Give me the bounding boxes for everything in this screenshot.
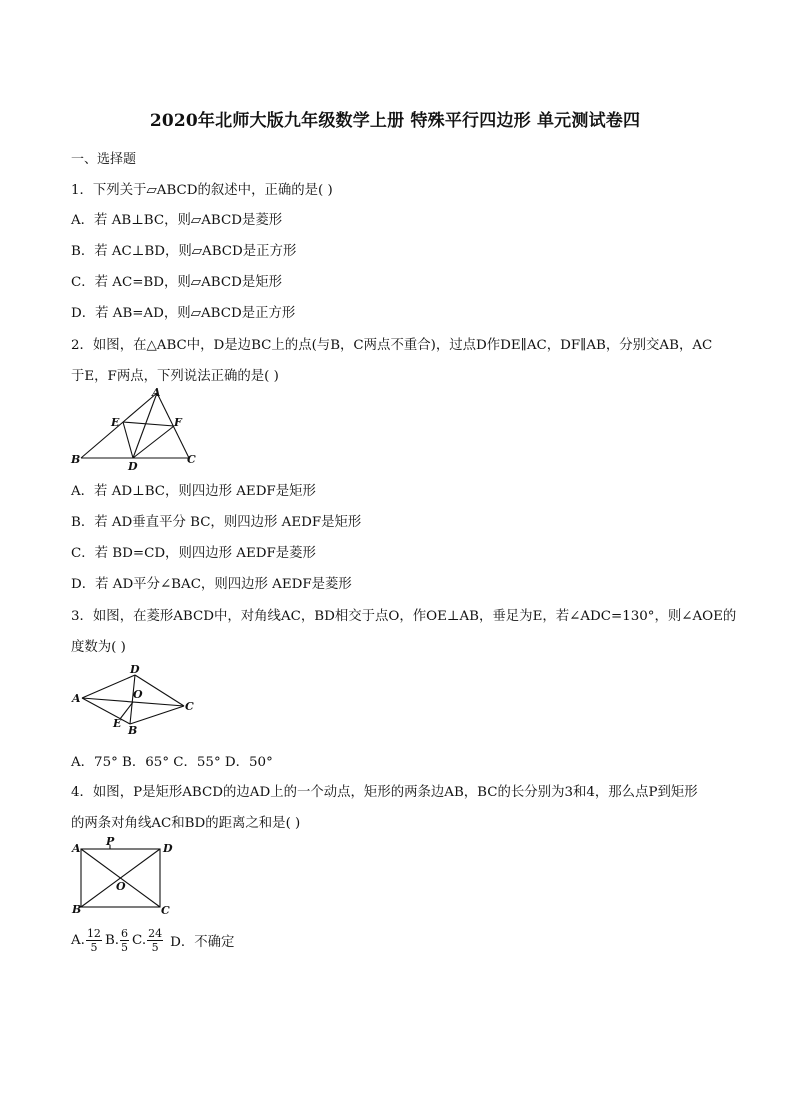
q4-option-d: D．不确定	[170, 934, 235, 950]
q4-option-a-label: A.	[71, 932, 85, 948]
q4-label-o: O	[116, 880, 126, 893]
q2-label-b: B	[71, 453, 81, 466]
q4-option-c-fraction	[147, 927, 163, 954]
q4-option-c-label: C.	[132, 932, 147, 948]
q2-label-c: C	[187, 453, 196, 466]
q4-option-a-numerator: 12	[86, 926, 101, 940]
q4-label-a: A	[72, 842, 81, 855]
q3-rhombus-figure	[64, 660, 214, 740]
q4-option-b-numerator: 6	[121, 926, 129, 940]
q2-option-b: B．若 AD垂直平分 BC，则四边形 AEDF是矩形	[71, 515, 362, 530]
q4-option-c-numerator: 24	[148, 926, 163, 940]
document-title: 2020年北师大版九年级数学上册 特殊平行四边形 单元测试卷四	[149, 111, 641, 131]
q4-label-b: B	[72, 903, 82, 916]
q4-option-a-fraction	[86, 927, 102, 954]
q3-options: A．75° B．65° C．55° D．50°	[71, 755, 273, 770]
q1-option-c: C．若 AC=BD，则▱ABCD是矩形	[71, 275, 282, 290]
q4-label-d: D	[163, 842, 173, 855]
q4-stem-line2: 的两条对角线AC和BD的距离之和是( )	[71, 816, 301, 831]
q2-option-a: A．若 AD⊥BC，则四边形 AEDF是矩形	[71, 484, 316, 499]
q3-label-o: O	[133, 688, 143, 701]
q2-label-f: F	[174, 416, 182, 429]
q3-label-d: D	[130, 663, 140, 676]
q2-option-c: C．若 BD=CD，则四边形 AEDF是菱形	[71, 546, 316, 561]
q4-label-p: P	[106, 835, 115, 848]
q4-option-b-fraction	[120, 927, 129, 954]
q3-label-c: C	[185, 700, 194, 713]
q2-label-e: E	[111, 416, 120, 429]
q1-stem: 1．下列关于▱ABCD的叙述中，正确的是( )	[71, 183, 333, 198]
section-heading: 一、选择题	[71, 152, 137, 167]
q4-option-b-label: B.	[104, 932, 120, 948]
q3-label-e: E	[113, 717, 122, 730]
q1-option-a: A．若 AB⊥BC，则▱ABCD是菱形	[71, 213, 283, 228]
q4-option-b-denominator: 5	[121, 940, 129, 954]
q3-stem-line2: 度数为( )	[71, 640, 126, 655]
q4-rectangle-figure	[64, 834, 194, 920]
q4-stem-line1: 4．如图，P是矩形ABCD的边AD上的一个动点，矩形的两条边AB，BC的长分别为3和4，那么点P到矩形	[71, 785, 698, 800]
q2-label-a: A	[152, 386, 161, 399]
q2-label-d: D	[128, 460, 138, 473]
q2-stem-line1: 2．如图，在△ABC中，D是边BC上的点(与B，C两点不重合)，过点D作DE∥AC，DF∥AB，分别交AB，AC	[71, 338, 713, 353]
q2-option-d: D．若 AD平分∠BAC，则四边形 AEDF是菱形	[71, 577, 352, 592]
q4-label-c: C	[161, 904, 170, 917]
q3-label-b: B	[128, 724, 138, 737]
q3-label-a: A	[72, 692, 81, 705]
q2-stem-line2: 于E，F两点，下列说法正确的是( )	[71, 369, 279, 384]
q2-triangle-figure	[64, 384, 214, 474]
q4-option-a-denominator: 5	[90, 940, 98, 954]
q3-stem-line1: 3．如图，在菱形ABCD中，对角线AC，BD相交于点O，作OE⊥AB，垂足为E，若∠ADC=130°，则∠AOE的	[71, 609, 737, 624]
q1-option-b: B．若 AC⊥BD，则▱ABCD是正方形	[71, 244, 297, 259]
q4-option-c-denominator: 5	[151, 940, 159, 954]
q1-option-d: D．若 AB=AD，则▱ABCD是正方形	[71, 306, 296, 321]
q4-options	[71, 920, 234, 960]
